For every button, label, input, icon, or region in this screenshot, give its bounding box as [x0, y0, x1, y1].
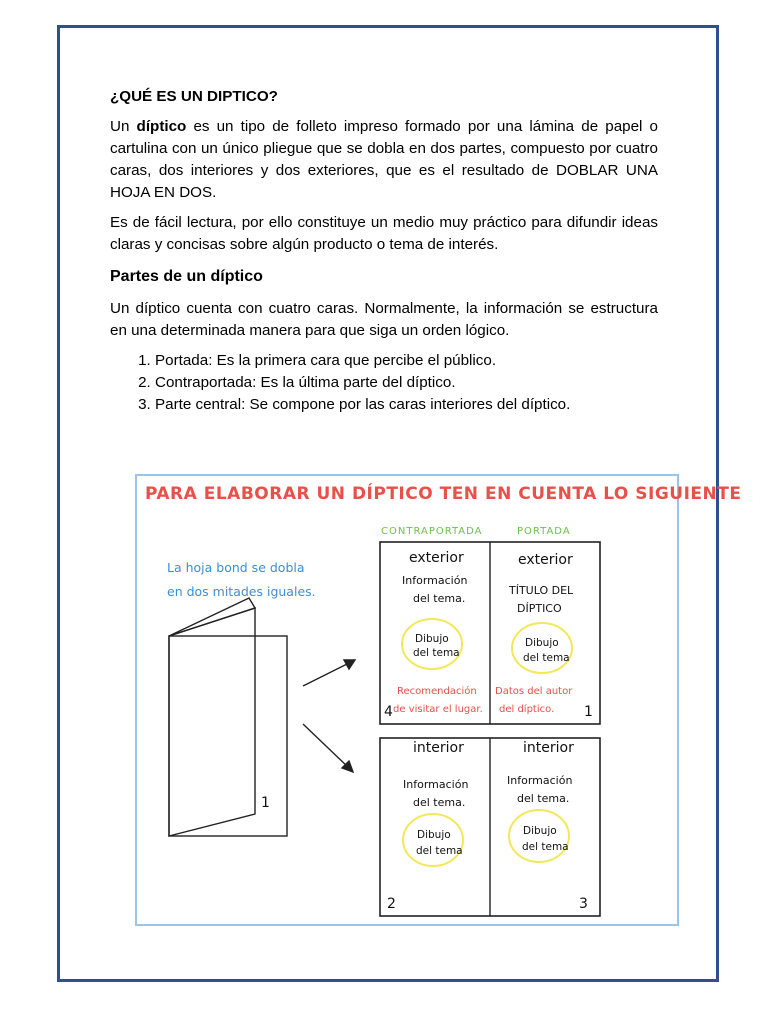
- recomendacion-line-2: de visitar el lugar.: [393, 704, 483, 715]
- figure-drawing: [137, 476, 677, 924]
- info-line-2: del tema.: [517, 792, 570, 805]
- exterior-right-label: exterior: [518, 552, 573, 568]
- page-number-2: 2: [387, 896, 396, 912]
- page-number-3: 3: [579, 896, 588, 912]
- info-line-2: del tema.: [413, 592, 466, 605]
- dibujo-line-2: del tema: [413, 647, 460, 659]
- folder-number: 1: [261, 795, 270, 811]
- text: Un: [110, 118, 137, 135]
- text: es un tipo de folleto impreso formado por una lámina de papel o cartulina con un único pliegue que se dobla en dos partes, compuesto por cuatro caras, dos interiores y dos exteriores, que es el resultado de DOBLAR UNA HOJA EN DOS.: [110, 118, 658, 201]
- page-number-1: 1: [584, 704, 593, 720]
- dibujo-line-2: del tema: [522, 841, 569, 853]
- recomendacion-line-1: Recomendación: [397, 686, 477, 697]
- label-contraportada: CONTRAPORTADA: [381, 526, 483, 537]
- list-item: 2. Contraportada: Es la última parte del díptico.: [155, 372, 658, 394]
- bold-term: díptico: [136, 118, 187, 135]
- dibujo-line-2: del tema: [416, 845, 463, 857]
- datos-line-2: del díptico.: [499, 704, 555, 715]
- arrow-icon: [303, 660, 355, 772]
- paragraph-usage: Es de fácil lectura, por ello constituye un medio muy práctico para difundir ideas claras y concisas sobre algún producto o tema de interés.: [110, 214, 658, 253]
- info-line-1: Información: [507, 774, 573, 787]
- info-line-2: del tema.: [413, 796, 466, 809]
- parts-heading: Partes de un díptico: [110, 268, 263, 285]
- dibujo-line-1: Dibujo: [525, 637, 559, 649]
- label-portada: PORTADA: [517, 526, 571, 537]
- interior-right-label: interior: [523, 740, 574, 756]
- exterior-left-label: exterior: [409, 550, 464, 566]
- dibujo-line-1: Dibujo: [415, 633, 449, 645]
- parts-list: [110, 350, 658, 416]
- info-line-1: Información: [402, 574, 468, 587]
- datos-line-1: Datos del autor: [495, 686, 573, 697]
- fold-note-line-1: La hoja bond se dobla: [167, 560, 305, 575]
- diptico-figure: [135, 474, 742, 926]
- interior-left-label: interior: [413, 740, 464, 756]
- titulo-line-1: TÍTULO DEL: [509, 584, 574, 597]
- list-item: 1. Portada: Es la primera cara que percibe el público.: [155, 350, 658, 372]
- page-number-4: 4: [384, 704, 393, 720]
- dibujo-line-2: del tema: [523, 652, 570, 664]
- section-title: ¿QUÉ ES UN DIPTICO?: [110, 88, 278, 105]
- document-body: [110, 86, 658, 416]
- paragraph-parts: Un díptico cuenta con cuatro caras. Normalmente, la información se estructura en una determinada manera para que siga un orden lógico.: [110, 300, 658, 339]
- list-item: 3. Parte central: Se compone por las caras interiores del díptico.: [155, 394, 658, 416]
- info-line-1: Información: [403, 778, 469, 791]
- dibujo-line-1: Dibujo: [417, 829, 451, 841]
- figure-title: PARA ELABORAR UN DÍPTICO TEN EN CUENTA LO SIGUIENTE: [145, 484, 742, 504]
- titulo-line-2: DÍPTICO: [517, 602, 562, 615]
- dibujo-line-1: Dibujo: [523, 825, 557, 837]
- paragraph-definition: [110, 116, 658, 204]
- fold-note-line-2: en dos mitades iguales.: [167, 584, 316, 599]
